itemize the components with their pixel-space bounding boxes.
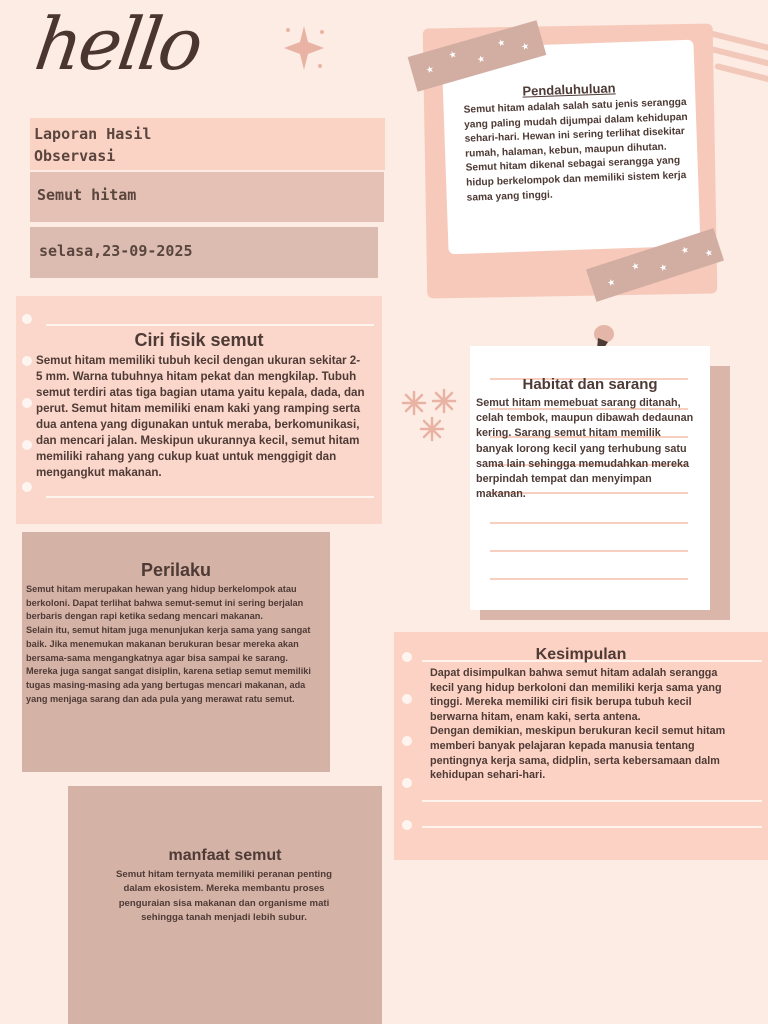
kesimpulan-card xyxy=(394,632,768,860)
habitat-body: Semut hitam memebuat sarang ditanah, celah tembok, maupun dibawah dedaunan kering. Sarang semut hitam memilik banyak lorong kecil yang terhubung satu sama lain sehingga memudahkan mereka berpindah tempat dan menyimpan makanan. xyxy=(476,397,694,501)
flower-decoration-icon xyxy=(398,386,462,444)
habitat-card xyxy=(470,346,710,610)
paper-hole xyxy=(22,440,32,450)
ciri-fisik-title: Ciri fisik semut xyxy=(134,330,264,350)
ruled-line xyxy=(490,522,688,524)
manfaat-body: Semut hitam ternyata memiliki peranan penting dalam ekosistem. Mereka membantu proses penguraian sisa makanan dan organisme mati sehingga tanah menjadi lebih subur. xyxy=(116,869,332,923)
decorative-stroke xyxy=(714,63,768,83)
ruled-line xyxy=(422,826,762,828)
intro-title: Pendaluhuluan xyxy=(522,80,616,99)
paper-hole xyxy=(402,820,412,830)
paper-hole xyxy=(402,736,412,746)
ruled-line xyxy=(490,578,688,580)
paper-hole xyxy=(22,482,32,492)
perilaku-paragraph-1: Semut hitam merupakan hewan yang hidup berkelompok atau berkoloni. Dapat terlihat bahwa semut-semut ini sering berjalan berbaris dengan rapi ketika sedang mencari makanan. xyxy=(26,584,304,622)
paper-hole xyxy=(402,778,412,788)
subject-label: Semut hitam xyxy=(37,186,137,204)
perilaku-paragraph-2: Selain itu, semut hitam juga menunjukan kerja sama yang sangat baik. Jika menemukan makanan berukuran besar mereka akan bersama-sama mengangkatnya agar bisa sampai ke sarang. xyxy=(26,625,311,663)
ruled-line xyxy=(422,800,762,802)
manfaat-card xyxy=(68,786,382,1024)
ruled-line xyxy=(46,324,374,326)
perilaku-paragraph-3: Mereka juga sangat sangat disiplin, karena setiap semut memiliki tugas masing-masing ada yang bertugas mencari makanan, ada yang menjaga sarang dan ada pula yang merawat ratu semut. xyxy=(26,666,311,704)
sparkle-icon xyxy=(278,22,330,74)
washi-tape: ★ ★ ★ ★ ★ xyxy=(408,20,547,92)
paper-hole xyxy=(22,356,32,366)
perilaku-card xyxy=(22,532,330,772)
date-band xyxy=(30,227,378,278)
report-title-band xyxy=(30,118,385,170)
kesimpulan-paragraph-2: Dengan demikian, meskipun berukuran kecil semut hitam memberi banyak pelajaran kepada manusia tentang pentingnya kerja sama, didplin, serta kebersamaan dalm kehidupan sehari-hari. xyxy=(430,725,726,782)
subject-band xyxy=(30,172,384,222)
paper-hole xyxy=(22,398,32,408)
hello-heading: hello xyxy=(30,2,206,86)
manfaat-title: manfaat semut xyxy=(168,847,282,864)
ruled-line xyxy=(46,496,374,498)
kesimpulan-body xyxy=(430,666,730,783)
report-title-line1: Laporan Hasil xyxy=(34,125,152,143)
ciri-fisik-body: Semut hitam memiliki tubuh kecil dengan ukuran sekitar 2-5 mm. Warna tubuhnya hitam pekat dan mengkilap. Tubuh semut terdiri atas tiga bagian utama yaitu kepala, dada, dan perut. Semut hitam memiliki enam kaki yang ramping serta dua antena yang digunakan untuk meraba, berkomunikasi, dan mencari jalan. Meskipun ukurannya kecil, semut hitam memiliki rahang yang cukup kuat untuk menggigit dan mengangkut makanan. xyxy=(36,354,365,479)
paper-hole xyxy=(22,314,32,324)
perilaku-body xyxy=(26,583,316,706)
kesimpulan-title: Kesimpulan xyxy=(535,646,627,663)
report-title-line2: Observasi xyxy=(34,147,116,165)
perilaku-title: Perilaku xyxy=(140,560,212,580)
intro-body: Semut hitam adalah salah satu jenis serangga yang paling mudah dijumpai dalam kehidupan sehari-hari. Hewan ini sering terlihat disekitar rumah, halaman, kebun, maupun dihutan. Semut hitam dikenal sebagai serangga yang hidup berkelompok dan memiliki sistem kerja sama yang tinggi. xyxy=(463,96,688,204)
ruled-line xyxy=(490,550,688,552)
washi-tape: ★ ★ ★ ★ ★ xyxy=(586,228,724,302)
ciri-fisik-card xyxy=(16,296,382,524)
date-label: selasa,23-09-2025 xyxy=(39,242,193,260)
habitat-title: Habitat dan sarang xyxy=(522,376,658,393)
paper-hole xyxy=(402,694,412,704)
kesimpulan-paragraph-1: Dapat disimpulkan bahwa semut hitam adalah serangga kecil yang hidup berkoloni dan memiliki kerja sama yang tinggi. Mereka memiliki ciri fisik berupa tubuh kecil berwarna hitam, enam kaki, serta antena. xyxy=(430,667,722,723)
